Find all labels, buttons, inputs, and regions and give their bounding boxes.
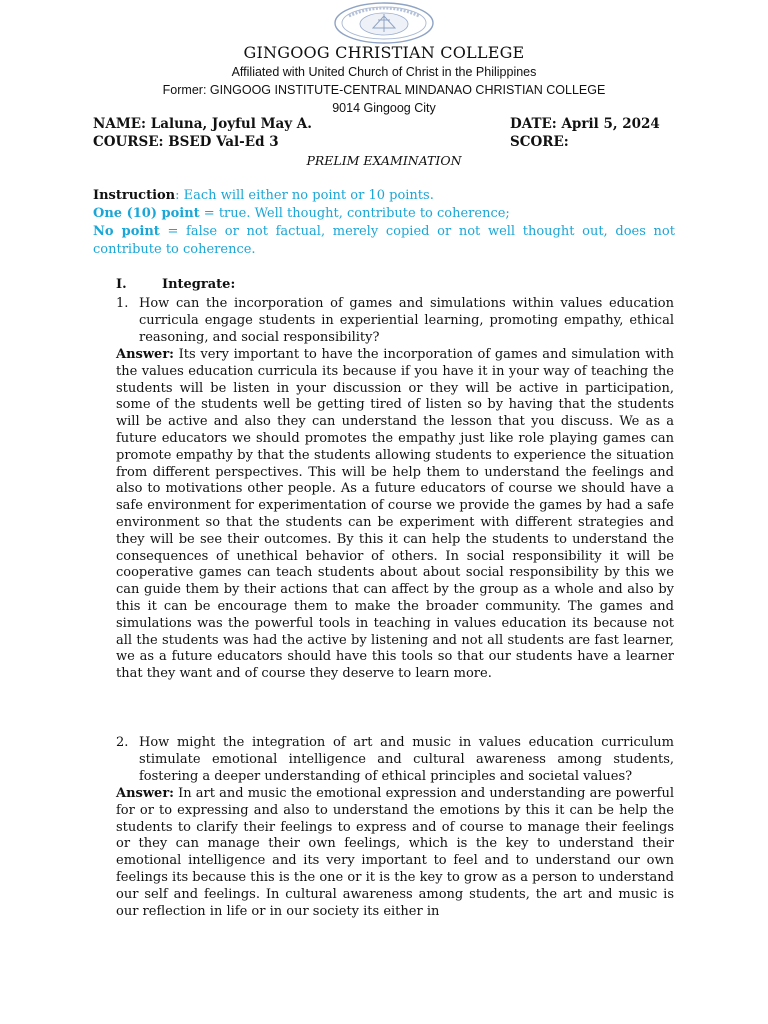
section-title: Integrate: [162, 277, 236, 292]
question-number: 2. [116, 735, 129, 750]
question-text: How can the incorporation of games and simulations within values education curricula engage students in experiential learning, promoting empathy, ethical reasoning, and social responsibility? [139, 296, 674, 345]
section-number: I. [116, 277, 127, 292]
college-name: GINGOOG CHRISTIAN COLLEGE [243, 43, 525, 62]
former-name-line: Former: GINGOOG INSTITUTE-CENTRAL MINDANAO CHRISTIAN COLLEGE [162, 83, 606, 97]
answer-text: Its very important to have the incorporation of games and simulation with the values education curricula its because if you have it in your way of teaching the students will be listen in your discussion or they will be active in participation, some of the students well be getting tired of listen so by having that the students will be active and also they can understand the lesson that you discuss. We as a future educators we should promotes the empathy just like role playing games can promote empathy by that the students allowing students to experience the situation from different perspectives. This will be help them to understand the feelings and also to motivations other people. As a future educators of course we should have a safe environment for experimentation of course we provide the games by had a safe environment so that the students can be experiment with different strategies and they will be see their outcomes. By this it can help the students to understand the consequences of unethical behavior of others. In social responsibility it will be cooperative games can teach students about about social responsibility by this we can guide them by their actions that can affect by the group as a whole and also by this it can be encourage them to make the broader community. The games and simulations was the powerful tools in teaching in values education its because not all the students was had the active by listening and not all students are fast learner, we as a future educators should have this tools so that our students have a learner that they want and of course they deserve to learn more. [116, 347, 674, 682]
instruction-text: Each will either no point or 10 points. [179, 188, 434, 203]
answer-1 [116, 347, 674, 683]
student-name: NAME: Laluna, Joyful May A. [93, 116, 312, 132]
student-course: COURSE: BSED Val-Ed 3 [93, 134, 279, 150]
answer-2 [116, 786, 674, 920]
answer-label: Answer: [116, 347, 174, 362]
one-point-label: One (10) point [93, 206, 200, 221]
exam-title: PRELIM EXAMINATION [306, 153, 462, 168]
question-text: How might the integration of art and music in values education curriculum stimulate emotional intelligence and cultural awareness among students, fostering a deeper understanding of ethical principles and societal values? [139, 735, 674, 784]
question-2 [116, 735, 674, 785]
instruction-colon: : [175, 188, 180, 203]
one-point-rule [93, 205, 675, 223]
question-number: 1. [116, 296, 129, 311]
question-1 [116, 296, 674, 346]
address-line: 9014 Gingoog City [332, 101, 436, 115]
score-label: SCORE: [510, 134, 569, 150]
exam-date: DATE: April 5, 2024 [510, 116, 660, 132]
section-heading [116, 277, 235, 292]
affiliation-line: Affiliated with United Church of Christ in the Philippines [231, 65, 537, 79]
no-point-text: = false or not factual, merely copied or not well thought out, does not contribute to coherence. [93, 224, 675, 257]
college-seal-logo [333, 2, 435, 44]
no-point-rule [93, 223, 675, 259]
answer-text: In art and music the emotional expression and understanding are powerful for or to expressing and also to understand the emotions by this it can be help the students to clarify their feelings to express and of course to manage their feelings or they can manage their own feelings, which is the key to understand their emotional intelligence and its very important to feel and to understand our own feelings its because this is the one or it is the key to grow as a person to understand our self and feelings. In cultural awareness among students, the art and music is our reflection in life or in our society its either in [116, 786, 674, 919]
instruction-line [93, 187, 675, 205]
answer-label: Answer: [116, 786, 174, 801]
no-point-label: No point [93, 224, 160, 239]
one-point-text: = true. Well thought, contribute to coherence; [199, 206, 510, 221]
instruction-label: Instruction [93, 188, 176, 203]
